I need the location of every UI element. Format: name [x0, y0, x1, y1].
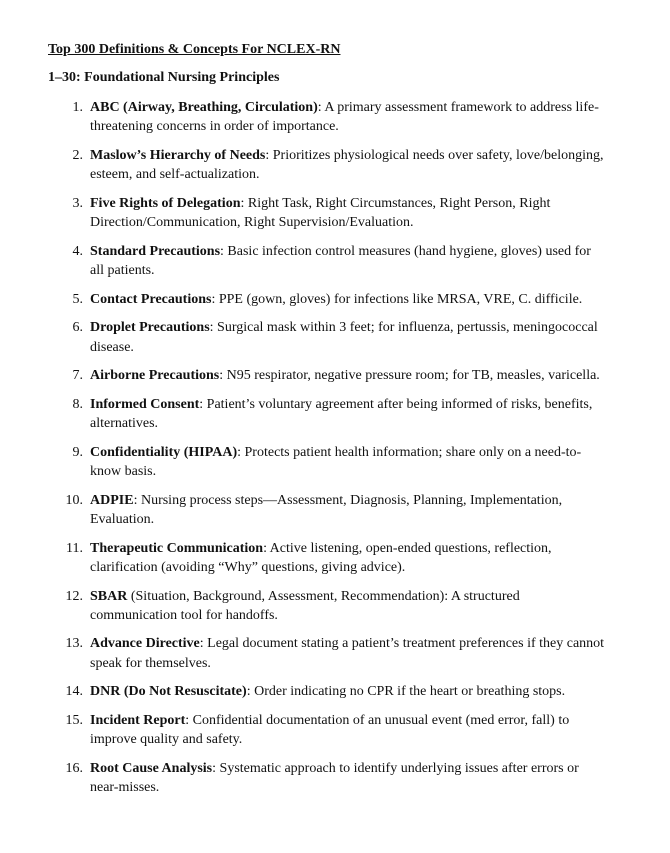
item-number: 13. — [65, 636, 83, 652]
item-term: Therapeutic Communication — [90, 540, 264, 556]
item-term: Informed Consent — [90, 396, 200, 412]
list-item — [48, 634, 606, 672]
item-definition: : Patient’s voluntary agreement after being informed of risks, benefits, alternatives. — [90, 396, 593, 432]
item-definition: : Surgical mask within 3 feet; for influenza, pertussis, meningococcal disease. — [90, 320, 598, 355]
item-term: Standard Precautions — [90, 243, 221, 259]
list-item — [48, 539, 606, 577]
item-number: 11. — [66, 540, 83, 556]
item-definition: : Right Task, Right Circumstances, Right Person, Right Direction/Communication, Right Supervision/Evaluation. — [90, 195, 551, 231]
item-number: 9. — [72, 444, 83, 460]
item-number: 14. — [65, 684, 83, 700]
item-term: Incident Report — [90, 713, 186, 729]
item-definition: : N95 respirator, negative pressure room; for TB, measles, varicella. — [219, 368, 600, 384]
item-term: DNR (Do Not Resuscitate) — [90, 684, 247, 700]
list-item — [48, 395, 606, 433]
item-number: 10. — [65, 492, 83, 508]
item-term: Droplet Precautions — [90, 320, 210, 336]
list-item — [48, 194, 606, 232]
item-definition: : Order indicating no CPR if the heart or breathing stops. — [246, 684, 566, 700]
item-definition: : Active listening, open-ended questions, reflection, clarification (avoiding “Why” questions, giving advice). — [90, 540, 552, 575]
section-heading: 1–30: Foundational Nursing Principles — [48, 70, 280, 85]
item-definition: : Basic infection control measures (hand hygiene, gloves) used for all patients. — [90, 243, 591, 278]
item-number: 1. — [72, 100, 83, 115]
item-term: ABC (Airway, Breathing, Circulation) — [90, 100, 318, 115]
list-item — [48, 366, 606, 385]
item-definition: : A primary assessment framework to address life-threatening concerns in order of importance. — [90, 100, 599, 135]
item-term: Maslow’s Hierarchy of Needs — [90, 147, 266, 163]
item-term: Airborne Precautions — [90, 368, 220, 384]
list-item — [48, 682, 606, 701]
item-term: Confidentiality (HIPAA) — [90, 444, 238, 460]
item-definition: : PPE (gown, gloves) for infections like MRSA, VRE, C. difficile. — [211, 291, 583, 307]
list-item — [48, 98, 606, 136]
list-item — [48, 146, 606, 184]
list-item — [48, 587, 606, 625]
item-number: 2. — [72, 147, 83, 163]
item-term: SBAR — [90, 588, 128, 604]
item-term: Five Rights of Delegation — [90, 195, 241, 211]
item-term: Advance Directive — [90, 636, 200, 652]
item-definition: (Situation, Background, Assessment, Recommendation): A structured communication tool for handoffs. — [90, 588, 520, 623]
item-definition: : Nursing process steps—Assessment, Diagnosis, Planning, Implementation, Evaluation. — [90, 492, 563, 527]
list-item — [48, 290, 606, 309]
item-definition: : Confidential documentation of an unusual event (med error, fall) to improve quality and safety. — [90, 713, 570, 748]
item-definition: : Protects patient health information; share only on a need-to-know basis. — [90, 444, 582, 480]
list-item — [48, 443, 606, 481]
document-title: Top 300 Definitions & Concepts For NCLEX-RN — [48, 42, 341, 57]
item-number: 5. — [72, 291, 83, 307]
item-definition: : Legal document stating a patient’s treatment preferences if they cannot speak for themselves. — [90, 636, 605, 671]
item-definition: : Prioritizes physiological needs over safety, love/belonging, esteem, and self-actualization. — [90, 147, 604, 183]
item-number: 7. — [72, 368, 83, 384]
list-item — [48, 711, 606, 749]
item-number: 3. — [72, 195, 83, 211]
item-term: Contact Precautions — [90, 291, 212, 307]
item-term: ADPIE — [90, 492, 134, 508]
list-item — [48, 242, 606, 280]
item-definition: : Systematic approach to identify underlying issues after errors or near-misses. — [90, 760, 579, 796]
item-number: 6. — [72, 320, 83, 336]
item-number: 15. — [65, 713, 83, 729]
list-item — [48, 318, 606, 356]
definitions-list — [48, 98, 670, 797]
item-term: Root Cause Analysis — [90, 760, 213, 776]
item-number: 12. — [65, 588, 83, 604]
item-number: 16. — [65, 760, 83, 776]
list-item — [48, 759, 606, 797]
item-number: 4. — [72, 243, 83, 259]
list-item — [48, 491, 606, 529]
item-number: 8. — [72, 396, 83, 412]
